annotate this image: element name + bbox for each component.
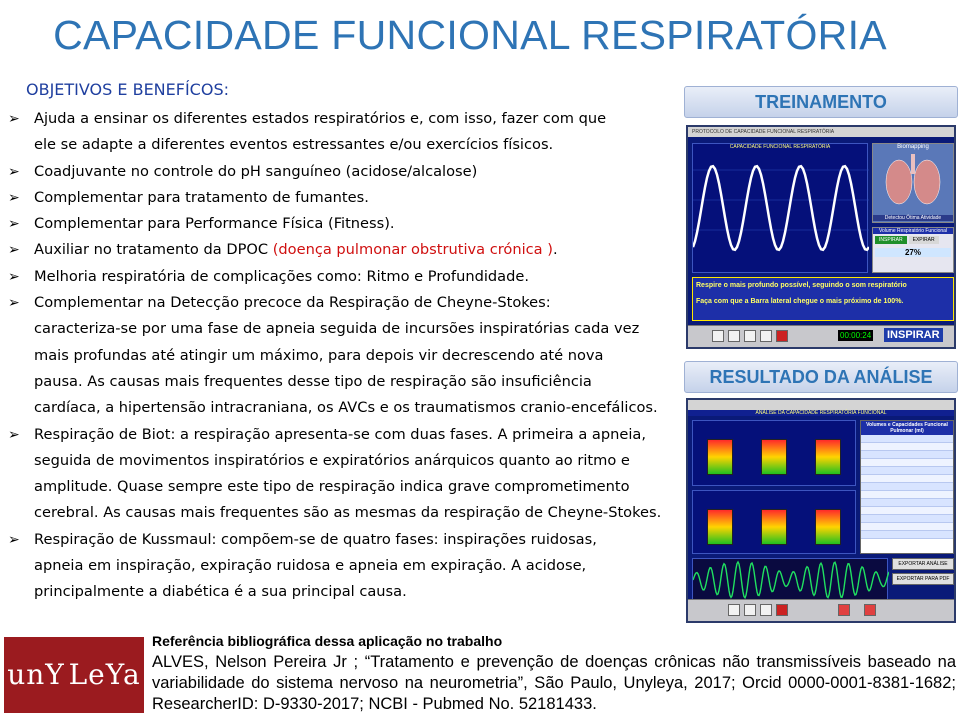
breathing-chart [692, 143, 868, 273]
benefit-line: Respiração de Kussmaul: compõem-se de quatro fases: inspirações ruidosas, [34, 530, 597, 548]
arrow-bullet-icon: ➢ [8, 426, 20, 443]
level-meter [761, 439, 787, 475]
benefit-line: Ajuda a ensinar os diferentes estados respiratórios e, com isso, fazer com que [34, 110, 607, 127]
benefit-line: principalmente a diabética é a sua principal causa. [34, 583, 407, 601]
benefit-end: . [552, 241, 558, 259]
lungs-panel [872, 143, 954, 223]
lungs-icon [873, 150, 953, 210]
status-indicator-icon [838, 604, 850, 616]
biomapping-label: Biomapping [897, 144, 929, 150]
benefit-line: cerebral. As causas mais frequentes são as mesmas da respiração de Cheyne-Stokes. [34, 504, 662, 522]
result-screenshot [686, 398, 956, 623]
toolbar-icon[interactable] [744, 604, 756, 616]
benefit-line: Complementar para Performance Física (Fitness). [34, 215, 395, 233]
arrow-bullet-icon: ➢ [8, 531, 20, 548]
benefit-item [8, 422, 680, 527]
status-indicator-icon [864, 604, 876, 616]
arrow-bullet-icon: ➢ [8, 268, 20, 285]
unyleya-logo: unY LeYa [4, 637, 144, 713]
export-pdf-button[interactable]: EXPORTAR PARA PDF [892, 573, 954, 585]
table-row [861, 451, 953, 459]
page-title: CAPACIDADE FUNCIONAL RESPIRATÓRIA [53, 12, 887, 58]
benefit-item [8, 290, 680, 421]
stop-icon[interactable] [776, 604, 788, 616]
training-header: PROTOCOLO DE CAPACIDADE FUNCIONAL RESPIRATÓRIA [688, 127, 954, 137]
table-row [861, 475, 953, 483]
benefit-line: Melhoria respiratória de complicações como: Ritmo e Profundidade. [34, 267, 529, 285]
table-row [861, 515, 953, 523]
benefit-item [8, 106, 680, 159]
status-text: Detectou Ótima Atividade [873, 215, 953, 221]
result-label[interactable]: RESULTADO DA ANÁLISE [684, 361, 958, 393]
meters-bottom [692, 490, 856, 554]
volume-label: Volume Respiratório Funcional [873, 228, 953, 234]
result-header: ANÁLISE DA CAPACIDADE RESPIRATÓRIA FUNCIONAL [688, 410, 954, 416]
toolbar-icon[interactable] [760, 604, 772, 616]
benefit-line: Complementar na Detecção precoce da Respiração de Cheyne-Stokes: [34, 294, 551, 312]
volume-percent: 27% [875, 248, 951, 257]
benefit-line: pausa. As causas mais frequentes desse tipo de respiração são insuficiência [34, 372, 592, 390]
export-buttons [892, 558, 954, 585]
reference-heading: Referência bibliográfica dessa aplicação no trabalho [152, 633, 503, 649]
training-label[interactable]: TREINAMENTO [684, 86, 958, 118]
benefit-line [32, 237, 680, 263]
benefits-list [8, 106, 680, 606]
benefit-line: Respiração de Biot: a respiração apresenta-se com duas fases. A primeira a apneia, [34, 425, 646, 443]
level-meter [707, 439, 733, 475]
table-row [861, 467, 953, 475]
result-toolbar [688, 599, 954, 621]
toolbar-icon[interactable] [728, 330, 740, 342]
table-row [861, 499, 953, 507]
toolbar-icon[interactable] [728, 604, 740, 616]
inspirar-big-label: INSPIRAR [884, 328, 943, 342]
level-meter [761, 509, 787, 545]
benefit-line: caracteriza-se por uma fase de apneia seguida de incursões inspiratórias cada vez [34, 320, 640, 338]
benefit-item [8, 211, 680, 237]
benefit-line: mais profundas até atingir um máximo, para depois vir decrescendo até nova [34, 346, 604, 364]
arrow-bullet-icon: ➢ [8, 111, 20, 127]
arrow-bullet-icon: ➢ [8, 216, 20, 233]
table-row [861, 483, 953, 491]
instruction-line-2: Faça com que a Barra lateral chegue o mais próximo de 100%. [696, 298, 904, 305]
benefit-text: Auxiliar no tratamento da DPOC [34, 241, 273, 259]
toolbar-icon[interactable] [712, 330, 724, 342]
table-row [861, 443, 953, 451]
benefit-line: ele se adapte a diferentes eventos estressantes e/ou exercícios físicos. [34, 136, 554, 154]
training-toolbar [688, 325, 954, 347]
stop-icon[interactable] [776, 330, 788, 342]
arrow-bullet-icon: ➢ [8, 189, 20, 206]
timer: 00:00:24 [840, 331, 872, 340]
benefit-item [8, 264, 680, 290]
level-meter [815, 439, 841, 475]
benefit-item [8, 159, 680, 185]
benefit-line: seguida de movimentos inspiratórios e expiratórios anárquicos quanto ao ritmo e [34, 451, 630, 469]
arrow-bullet-icon: ➢ [8, 242, 20, 259]
volumes-table [860, 420, 954, 554]
benefit-line: cardíaca, a hipertensão intracraniana, os AVCs e os traumatismos cranio-encefálicos. [34, 399, 658, 417]
benefit-item [8, 237, 680, 263]
benefit-item [8, 185, 680, 211]
breathing-chart-title: CAPACIDADE FUNCIONAL RESPIRATÓRIA [729, 144, 831, 150]
table-row [861, 523, 953, 531]
instruction-box [692, 277, 954, 321]
volumes-table-title: Volumes e Capacidades Funcional Pulmonar (ml) [861, 421, 953, 435]
table-row [861, 507, 953, 515]
level-meter [707, 509, 733, 545]
benefit-line: apneia em inspiração, expiração ruidosa e apneia em expiração. A acidose, [34, 557, 587, 575]
table-row [861, 459, 953, 467]
breathing-wave [693, 150, 869, 268]
table-rows [861, 435, 953, 539]
result-topbar [688, 400, 954, 410]
training-screenshot [686, 125, 956, 349]
inspirar-small-button[interactable]: INSPIRAR [875, 236, 907, 244]
arrow-bullet-icon: ➢ [8, 163, 20, 180]
expirar-button[interactable]: EXPIRAR [909, 236, 939, 244]
wave-result [692, 558, 888, 600]
arrow-bullet-icon: ➢ [8, 295, 20, 312]
benefit-line: amplitude. Quase sempre este tipo de respiração indica grave comprometimento [34, 478, 630, 496]
meters-top [692, 420, 856, 486]
table-row [861, 531, 953, 539]
toolbar-icon[interactable] [760, 330, 772, 342]
table-row [861, 491, 953, 499]
benefit-line: Coadjuvante no controle do pH sanguíneo (acidose/alcalose) [34, 162, 478, 180]
objectives-heading: OBJETIVOS E BENEFÍCOS: [26, 80, 229, 99]
result-wave [693, 559, 889, 601]
reference-body: ALVES, Nelson Pereira Jr ; “Tratamento e prevenção de doenças crônicas não transmissíveis baseado na variabilidade do sistema nervoso na neurometria”, São Paulo, Unyleya, 2017; Orcid 0000-0001-8381-1682; ResearcherID: D-9330-2017; NCBI - Pubmed No. 52181433. [152, 653, 956, 713]
export-analysis-button[interactable]: EXPORTAR ANÁLISE [892, 558, 954, 570]
benefit-item [8, 527, 680, 606]
benefit-highlight: (doença pulmonar obstrutiva crónica ) [272, 241, 553, 259]
toolbar-icon[interactable] [744, 330, 756, 342]
level-meter [815, 509, 841, 545]
table-row [861, 435, 953, 443]
benefit-line: Complementar para tratamento de fumantes. [34, 188, 369, 206]
instruction-line-1: Respire o mais profundo possível, seguindo o som respiratório [696, 282, 907, 289]
volume-panel [872, 227, 954, 273]
